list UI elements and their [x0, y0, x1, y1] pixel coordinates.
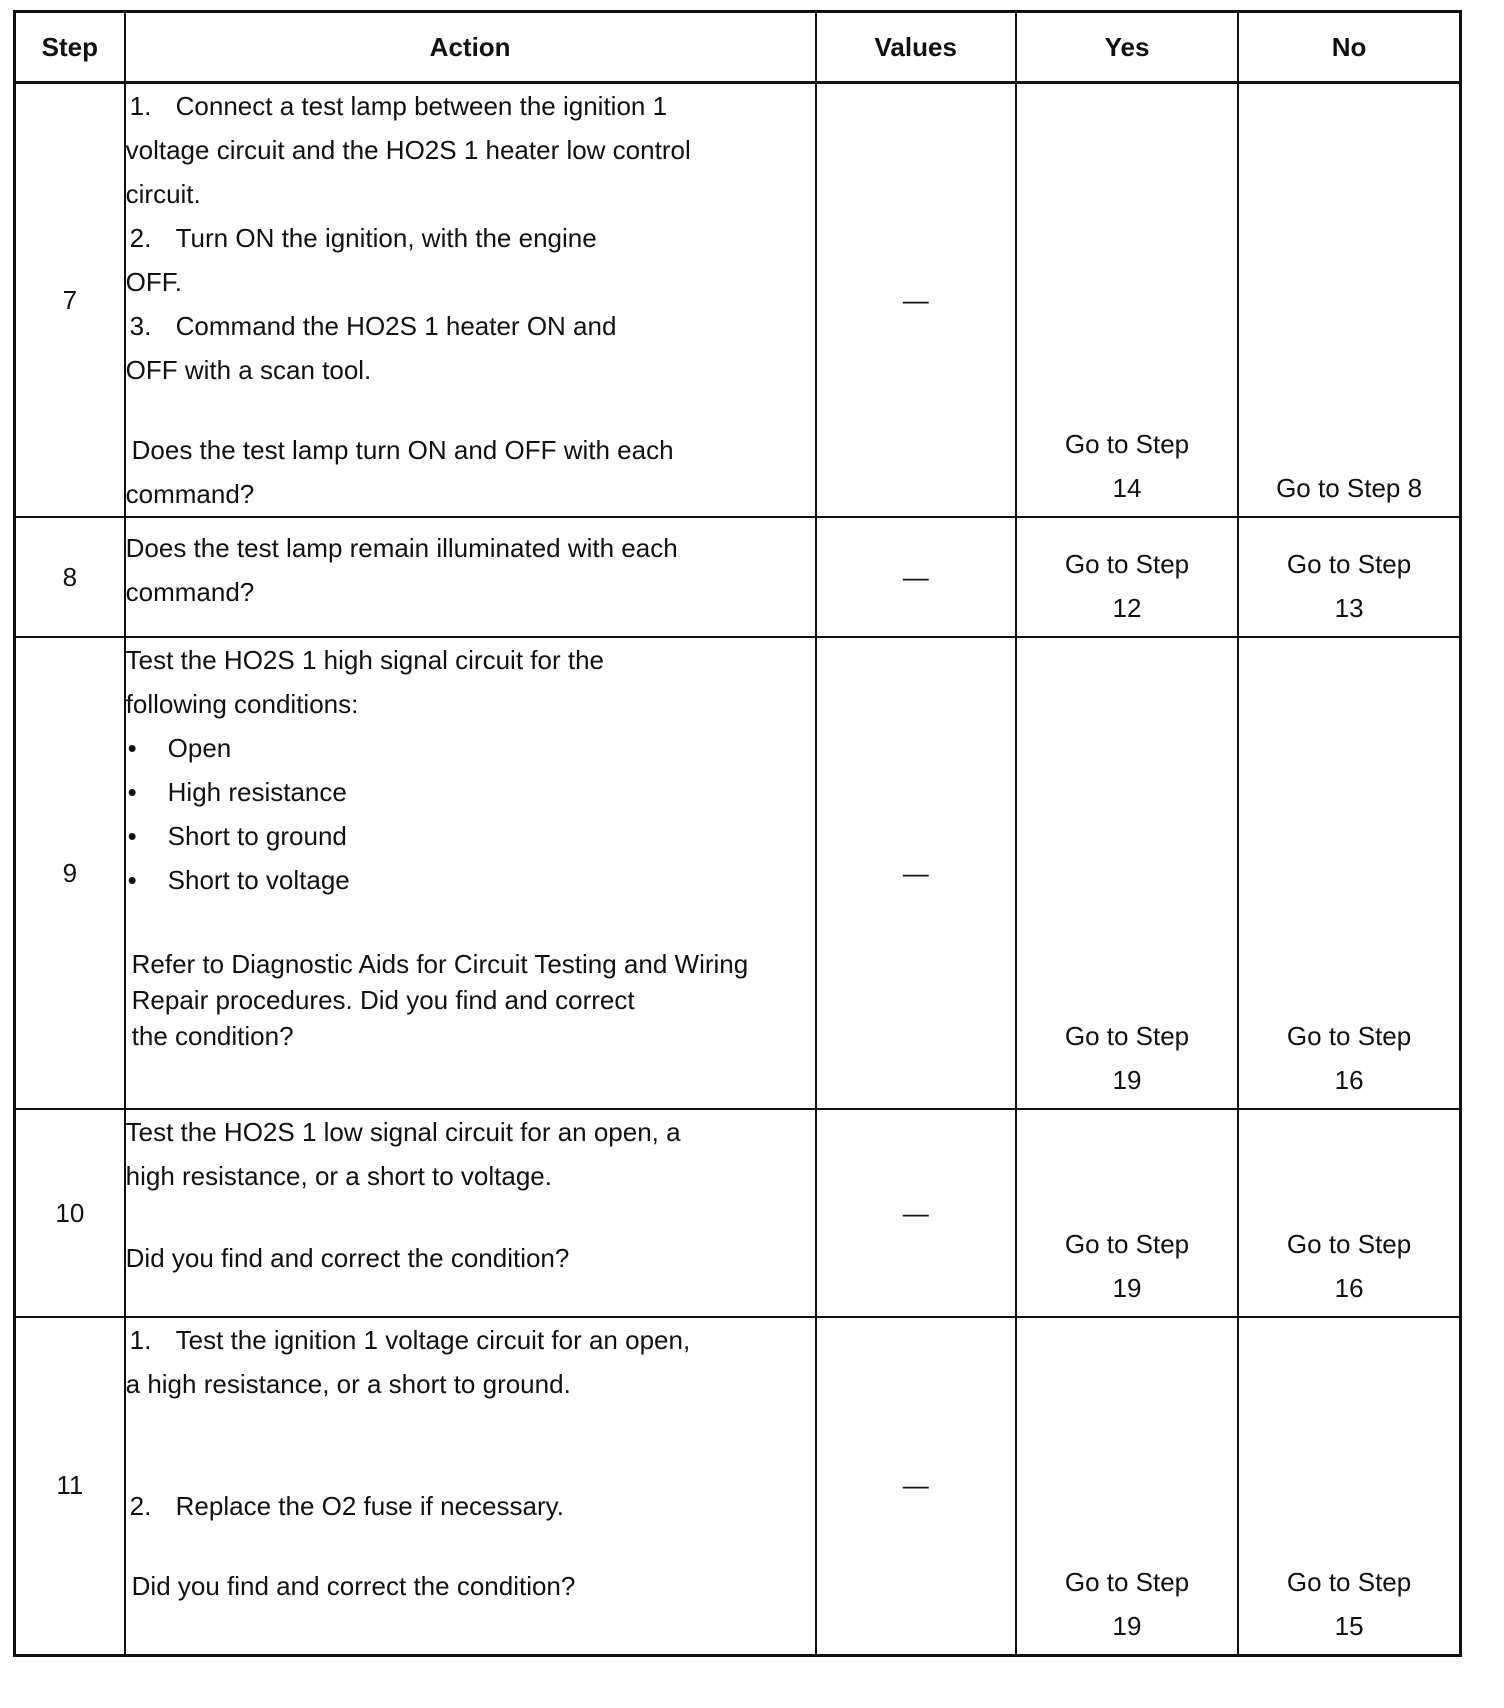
go-to-step-link: Go to Step — [1286, 1566, 1412, 1597]
no-cell — [1238, 83, 1460, 518]
go-to-step-number: 19 — [1112, 1273, 1142, 1303]
header-no: No — [1238, 12, 1460, 83]
go-to-step-link: Go to Step — [1064, 429, 1190, 459]
no-cell — [1238, 1109, 1460, 1317]
go-to-step-link: Go to Step — [1286, 1021, 1412, 1051]
action-text: following conditions: — [125, 689, 359, 719]
question: Did you find and correct the condition? — [125, 1243, 570, 1273]
go-to-step-link: Go to Step — [1064, 1566, 1190, 1597]
question: Refer to Diagnostic Aids for Circuit Testing and Wiring — [131, 949, 749, 979]
item-number: 2. — [129, 1491, 152, 1521]
action-cell — [125, 1317, 816, 1655]
go-to-step-link: Go to Step — [1064, 549, 1190, 579]
list-item: • Short to ground — [126, 814, 815, 858]
action-text: command? — [125, 577, 255, 607]
list-item: • High resistance — [126, 770, 815, 814]
question: the condition? — [131, 1021, 294, 1051]
table-row — [15, 517, 1461, 637]
diagnostic-table — [13, 10, 1462, 1657]
step-number: 11 — [15, 1317, 125, 1655]
item-text: a high resistance, or a short to ground. — [125, 1369, 571, 1399]
values-cell: — — [816, 517, 1016, 637]
action-text: Does the test lamp remain illuminated with each — [125, 533, 678, 563]
values-cell: — — [816, 637, 1016, 1109]
action-text: Test the HO2S 1 low signal circuit for an open, a — [125, 1117, 681, 1147]
question: Repair procedures. Did you find and correct — [131, 985, 635, 1015]
go-to-step-number: 14 — [1112, 473, 1142, 503]
header-row — [15, 12, 1461, 83]
question: command? — [125, 479, 255, 509]
bullet-icon: • — [127, 865, 137, 895]
action-cell — [125, 83, 816, 518]
item-text: Replace the O2 fuse if necessary. — [175, 1491, 564, 1521]
go-to-step-number: 16 — [1334, 1065, 1364, 1095]
item-number: 1. — [129, 91, 152, 121]
question: Does the test lamp turn ON and OFF with each — [131, 435, 674, 465]
go-to-step-number: 13 — [1334, 593, 1364, 623]
yes-cell — [1016, 83, 1238, 518]
values-cell: — — [816, 1317, 1016, 1655]
go-to-step-number: 19 — [1112, 1065, 1142, 1095]
action-cell — [125, 1109, 816, 1317]
item-text: circuit. — [125, 179, 201, 209]
action-cell — [125, 517, 816, 637]
item-text: Test the ignition 1 voltage circuit for an open, — [175, 1325, 691, 1355]
step-number: 8 — [15, 517, 125, 637]
item-text: Connect a test lamp between the ignition 1 — [175, 91, 668, 121]
yes-cell — [1016, 637, 1238, 1109]
go-to-step-number: 16 — [1334, 1273, 1364, 1303]
go-to-step-link: Go to Step — [1286, 1229, 1412, 1259]
list-item: • Short to voltage — [126, 858, 815, 902]
no-cell — [1238, 637, 1460, 1109]
item-text: OFF with a scan tool. — [125, 355, 372, 385]
no-cell — [1238, 517, 1460, 637]
action-text: high resistance, or a short to voltage. — [125, 1161, 552, 1191]
table-row — [15, 1109, 1461, 1317]
header-action: Action — [125, 12, 816, 83]
item-text: Command the HO2S 1 heater ON and — [175, 311, 617, 341]
item-text: voltage circuit and the HO2S 1 heater low control — [125, 135, 691, 165]
question: Did you find and correct the condition? — [131, 1571, 576, 1601]
step-number: 9 — [15, 637, 125, 1109]
step-number: 7 — [15, 83, 125, 518]
yes-cell — [1016, 1109, 1238, 1317]
header-yes: Yes — [1016, 12, 1238, 83]
table-row — [15, 83, 1461, 518]
header-step: Step — [15, 12, 125, 83]
values-cell: — — [816, 83, 1016, 518]
bullet-icon: • — [127, 821, 137, 851]
bullet-icon: • — [127, 733, 137, 763]
item-number: 1. — [129, 1325, 152, 1355]
go-to-step-number: 12 — [1112, 593, 1142, 623]
go-to-step-number: 15 — [1334, 1610, 1364, 1641]
bullet-icon: • — [127, 777, 137, 807]
item-text: OFF. — [125, 267, 182, 297]
item-number: 2. — [129, 223, 152, 253]
header-values: Values — [816, 12, 1016, 83]
go-to-step-link: Go to Step — [1064, 1229, 1190, 1259]
table-row — [15, 1317, 1461, 1655]
action-cell — [125, 637, 816, 1109]
go-to-step-link: Go to Step — [1064, 1021, 1190, 1051]
yes-cell — [1016, 517, 1238, 637]
table-row — [15, 637, 1461, 1109]
item-number: 3. — [129, 311, 152, 341]
values-cell: — — [816, 1109, 1016, 1317]
action-text: Test the HO2S 1 high signal circuit for the — [125, 645, 604, 675]
go-to-step-number: 19 — [1112, 1610, 1142, 1641]
go-to-step-link: Go to Step — [1286, 549, 1412, 579]
list-item: • Open — [126, 726, 815, 770]
step-number: 10 — [15, 1109, 125, 1317]
no-cell — [1238, 1317, 1460, 1655]
go-to-step-link: Go to Step 8 — [1276, 473, 1423, 503]
item-text: Turn ON the ignition, with the engine — [175, 223, 597, 253]
yes-cell — [1016, 1317, 1238, 1655]
